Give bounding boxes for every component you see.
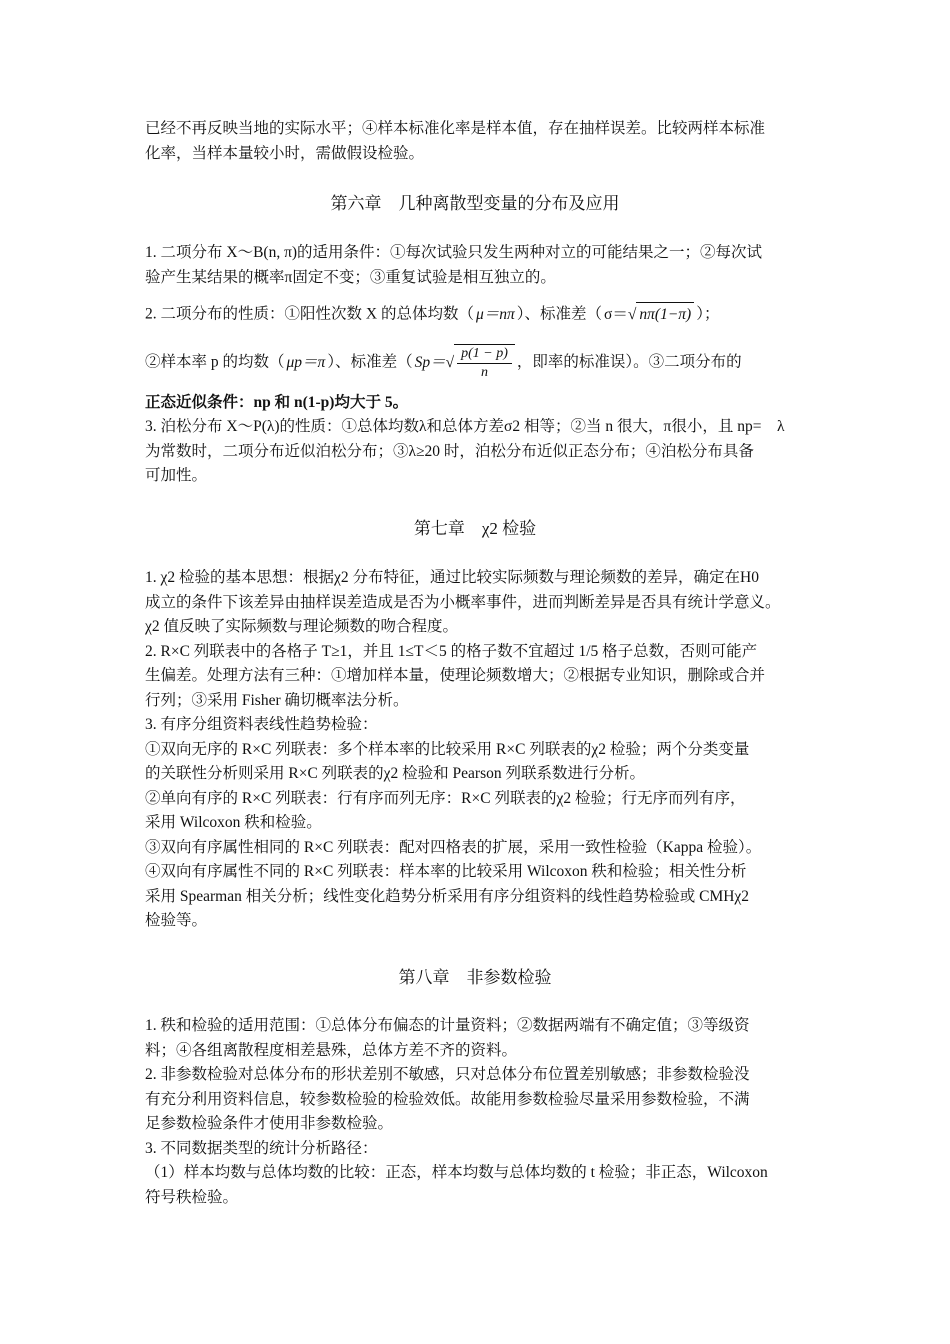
ch6-item-2 — [145, 302, 810, 328]
text-line: 1. 秩和检验的适用范围：①总体分布偏态的计量资料；②数据两端有不确定值；③等级资 — [145, 1017, 750, 1034]
text-line: 3. 不同数据类型的统计分析路径： — [145, 1139, 378, 1157]
text-line: 可加性。 — [145, 467, 208, 484]
text-line: 正态近似条件：np 和 n(1-p)均大于 5。 — [145, 394, 409, 411]
ch8-body — [145, 1014, 810, 1210]
text-line: 检验等。 — [145, 912, 208, 929]
chapter-6-heading: 第六章 几种离散型变量的分布及应用 — [330, 194, 620, 213]
text-line: 2. 非参数检验对总体分布的形状差别不敏感，只对总体分布位置差别敏感；非参数检验没 — [145, 1066, 750, 1083]
fraction-denominator: n — [481, 365, 488, 380]
text-segment: 2. 二项分布的性质：①阳性次数 X 的总体均数（ — [145, 305, 474, 323]
text-line: （1）样本均数与总体均数的比较：正态，样本均数与总体均数的 t 检验；非正态，Wilcoxon — [145, 1164, 768, 1181]
sp-label: Sp＝ — [414, 354, 446, 372]
sigma-label: σ＝ — [604, 306, 628, 323]
text-line: 3. 泊松分布 X～P(λ)的性质：①总体均数λ和总体方差σ2 相等；②当 n 很大，π很小，且 np= λ — [145, 418, 785, 435]
text-line: 有充分利用资料信息，较参数检验的检验效低。故能用参数检验尽量采用参数检验，不满 — [145, 1090, 750, 1108]
chapter-8-heading: 第八章 非参数检验 — [398, 968, 552, 987]
intro-line: 化率，当样本量较小时，需做假设检验。 — [145, 144, 425, 162]
text-line: χ2 值反映了实际频数与理论频数的吻合程度。 — [145, 618, 459, 635]
text-line: ①双向无序的 R×C 列联表：多个样本率的比较采用 R×C 列联表的χ2 检验；两个分类变量 — [145, 740, 750, 758]
text-line: ②单向有序的 R×C 列联表：行有序而列无序：R×C 列联表的χ2 检验；行无序而列有序， — [145, 789, 746, 807]
fraction-numerator: p(1 − p) — [457, 345, 512, 364]
text-line: 符号秩检验。 — [145, 1188, 239, 1206]
text-line: 为常数时，二项分布近似泊松分布；③λ≥20 时，泊松分布近似正态分布；④泊松分布具备 — [145, 442, 754, 460]
text-line: 验产生某结果的概率π固定不变；③重复试验是相互独立的。 — [145, 268, 556, 286]
sqrt-content: nπ(1−π) — [636, 302, 694, 328]
text-line: 1. 二项分布 X～B(n, π)的适用条件：①每次试验只发生两种对立的可能结果之一；②每次试 — [145, 244, 763, 261]
sigma-formula: σ＝√ nπ(1−π) — [604, 302, 694, 328]
mu-p-formula: μp＝π — [286, 353, 326, 371]
ch6-item-3 — [145, 415, 810, 489]
text-segment: ②样本率 p 的均数（ — [145, 353, 285, 371]
chapter-7-heading: 第七章 χ2 检验 — [413, 519, 537, 538]
text-segment: ）、标准差（ — [516, 305, 603, 323]
text-segment: ）； — [696, 305, 720, 323]
ch6-item-1 — [145, 241, 810, 290]
intro-line: 已经不再反映当地的实际水平；④样本标准化率是样本值，存在抽样误差。比较两样本标准 — [145, 120, 766, 137]
mu-formula: μ＝nπ — [475, 305, 515, 323]
text-line: 1. χ2 检验的基本思想：根据χ2 分布特征，通过比较实际频数与理论频数的差异，确定在H0 — [145, 569, 759, 586]
text-segment: ，即率的标准误）。③二项分布的 — [516, 353, 742, 371]
ch6-item-2-cont — [145, 344, 810, 382]
text-line: 行列；③采用 Fisher 确切概率法分析。 — [145, 691, 409, 709]
text-line: 足参数检验条件才使用非参数检验。 — [145, 1115, 394, 1132]
intro-paragraph — [145, 117, 810, 166]
text-line: 的关联性分析则采用 R×C 列联表的χ2 检验和 Pearson 列联系数进行分析。 — [145, 765, 645, 782]
text-line: ④双向有序属性不同的 R×C 列联表：样本率的比较采用 Wilcoxon 秩和检验；相关性分析 — [145, 863, 747, 880]
text-line: 采用 Wilcoxon 秩和检验。 — [145, 814, 322, 831]
text-line: 采用 Spearman 相关分析；线性变化趋势分析采用有序分组资料的线性趋势检验或 CMHχ2 — [145, 887, 750, 905]
ch6-normal-approx — [145, 391, 810, 416]
text-line: 3. 有序分组资料表线性趋势检验： — [145, 716, 378, 733]
text-line: ③双向有序属性相同的 R×C 列联表：配对四格表的扩展，采用一致性检验（Kappa 检验）。 — [145, 838, 762, 856]
text-line: 料；④各组离散程度相差悬殊，总体方差不齐的资料。 — [145, 1041, 518, 1059]
text-line: 生偏差。处理方法有三种：①增加样本量，使理论频数增大；②根据专业知识，删除或合并 — [145, 667, 766, 684]
text-line: 成立的条件下该差异由抽样误差造成是否为小概率事件，进而判断差异是否具有统计学意义。 — [145, 593, 781, 611]
ch7-body — [145, 566, 810, 934]
sp-formula: Sp＝√ $\frac{p(1 - p)}{n}$ — [415, 344, 515, 382]
text-line: 2. R×C 列联表中的各格子 T≥1，并且 1≤T＜5 的格子数不宜超过 1/5 格子总数，否则可能产 — [145, 642, 758, 660]
text-segment: ）、标准差（ — [327, 353, 413, 371]
